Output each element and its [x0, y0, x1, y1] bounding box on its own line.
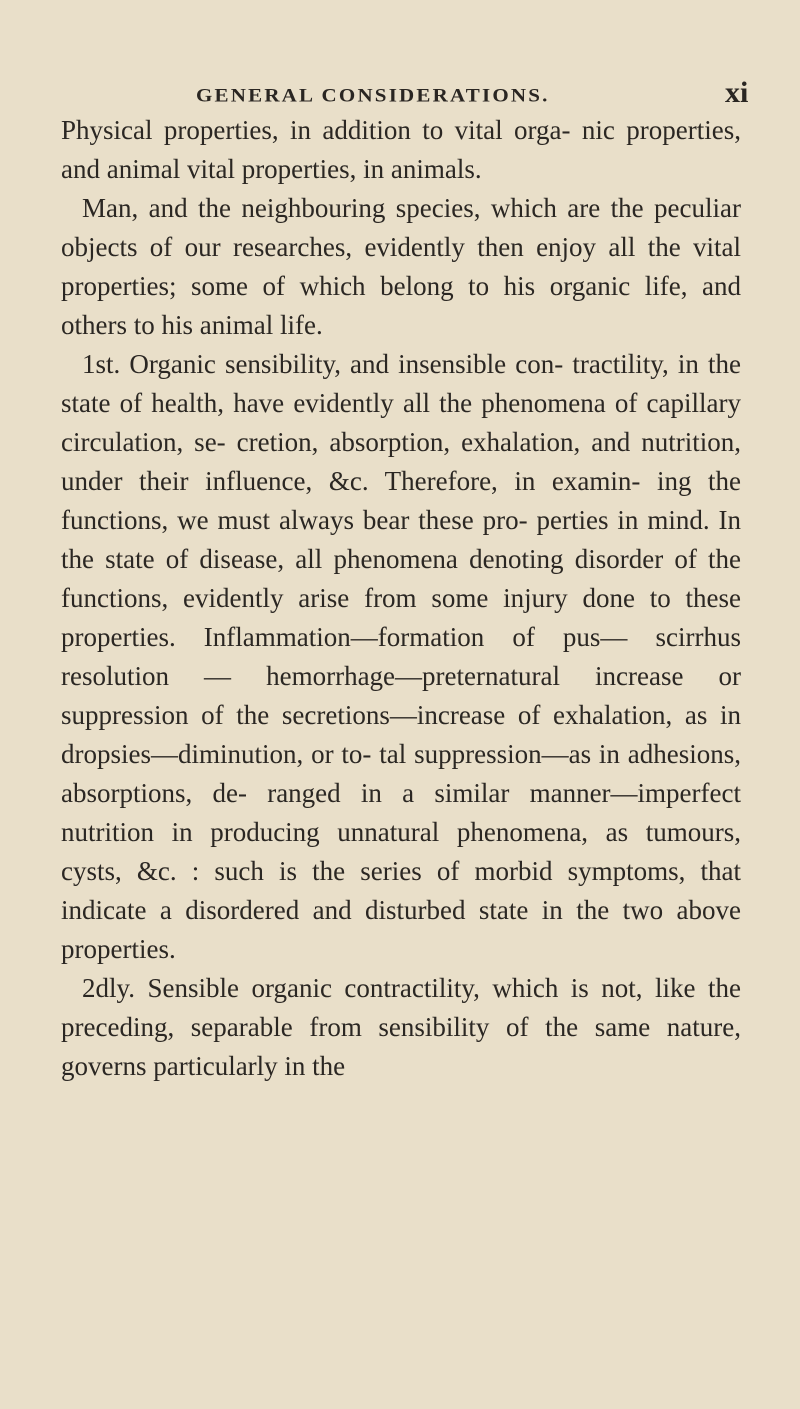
page-header	[0, 76, 800, 116]
running-head: GENERAL CONSIDERATIONS.	[196, 84, 550, 107]
page-number: xi	[725, 76, 749, 109]
paragraph-physical-properties: Physical properties, in addition to vital orga- nic properties, and animal vital properties, in animals.	[61, 115, 741, 184]
paragraph-organic-sensibility: 1st. Organic sensibility, and insensible con- tractility, in the state of health, have evidently all the phenomena of capillary circulation, se- cretion, absorption, exhalation, and nutrition, under their influence, &c. Therefore, in examin- ing the functions, we must always bear these pro- perties in mind. In the state of disease, all phenomena denoting disorder of the functions, evidently arise from some injury done to these properties. Inflammation—formation of pus— scirrhus resolution — hemorrhage—preternatural increase or suppression of the secretions—increase of exhalation, as in dropsies—diminution, or to- tal suppression—as in adhesions, absorptions, de- ranged in a similar manner—imperfect nutrition in producing unnatural phenomena, as tumours, cysts, &c. : such is the series of morbid symptoms, that indicate a disordered and disturbed state in the two above properties.	[61, 349, 741, 964]
paragraph-man-and-species: Man, and the neighbouring species, which are the peculiar objects of our researches, evidently then enjoy all the vital properties; some of which belong to his organic life, and others to his animal life.	[61, 193, 741, 340]
paragraph-sensible-contractility: 2dly. Sensible organic contractility, which is not, like the preceding, separable from sensibility of the same nature, governs particularly in the	[61, 973, 741, 1081]
body-text	[61, 111, 741, 1086]
